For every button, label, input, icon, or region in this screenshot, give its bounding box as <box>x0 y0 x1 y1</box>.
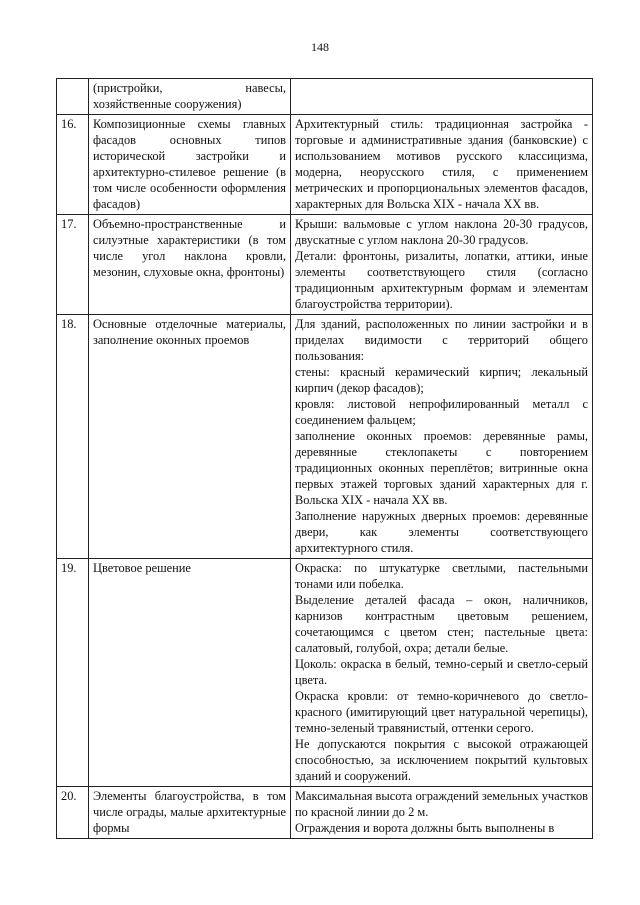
row-number: 19. <box>57 559 89 787</box>
description-paragraph: Не допускаются покрытия с высокой отражающей способностью, за исключением покрытий культовых зданий и сооружений. <box>295 737 588 783</box>
parameter-name: Объемно-пространственные и силуэтные характеристики (в том числе угол наклона кровли, мезонин, слуховые окна, фронтоны) <box>89 215 291 315</box>
description-paragraph: Окраска: по штукатурке светлыми, пастельными тонами или побелка. <box>295 561 588 591</box>
parameter-name: Элементы благоустройства, в том числе ограды, малые архитектурные формы <box>89 787 291 839</box>
description-paragraph: Цоколь: окраска в белый, темно-серый и светло-серый цвета. <box>295 657 588 687</box>
description-paragraph: Выделение деталей фасада – окон, наличников, карнизов контрастным цветовым решением, сочетающимся с цветом стен; пастельные цвета: салатовый, голубой, охра; детали белые. <box>295 593 588 655</box>
description-paragraph: Для зданий, расположенных по линии застройки и в приделах видимости с территорий общего пользования: <box>295 317 588 363</box>
parameter-description <box>291 215 593 315</box>
table-row <box>57 559 593 787</box>
description-paragraph: Ограждения и ворота должны быть выполнены в <box>295 821 555 835</box>
table-row <box>57 215 593 315</box>
description-paragraph: Крыши: вальмовые с углом наклона 20-30 градусов, двускатные с углом наклона 20-30 градусов. <box>295 217 588 247</box>
description-paragraph: Максимальная высота ограждений земельных участков по красной линии до 2 м. <box>295 789 588 819</box>
description-paragraph: стены: красный керамический кирпич; лекальный кирпич (декор фасадов); <box>295 365 588 395</box>
table-row <box>57 787 593 839</box>
row-number: 16. <box>57 115 89 215</box>
description-paragraph: заполнение оконных проемов: деревянные рамы, деревянные стеклопакеты с повторением традиционных оконных переплётов; витринные окна первых этажей торговых зданий характерных для г. Вольска XIX - начала XX вв. <box>295 429 588 507</box>
regulations-table <box>56 78 593 839</box>
description-paragraph: Детали: фронтоны, ризалиты, лопатки, аттики, иные элементы соответствующего стиля (согласно традиционным архитектурным формам и элементам благоустройства территории). <box>295 249 588 311</box>
table-body <box>57 79 593 839</box>
row-number: 20. <box>57 787 89 839</box>
row-number: 18. <box>57 315 89 559</box>
table-row <box>57 115 593 215</box>
description-paragraph: кровля: листовой непрофилированный металл с соединением фальцем; <box>295 397 588 427</box>
page-number: 148 <box>311 40 329 54</box>
parameter-description <box>291 315 593 559</box>
parameter-name: Основные отделочные материалы, заполнение оконных проемов <box>89 315 291 559</box>
parameter-name: Композиционные схемы главных фасадов основных типов исторической застройки и архитектурно-стилевое решение (в том числе особенности оформления фасадов) <box>89 115 291 215</box>
table-row <box>57 79 593 115</box>
parameter-description <box>291 115 593 215</box>
description-paragraph: Заполнение наружных дверных проемов: деревянные двери, как элементы соответствующего архитектурного стиля. <box>295 509 588 555</box>
row-number: 17. <box>57 215 89 315</box>
parameter-name: Цветовое решение <box>89 559 291 787</box>
description-paragraph: Архитектурный стиль: традиционная застройка - торговые и административные здания (банковские) с использованием мотивов русского классицизма, модерна, неорусского стиля, с применением метрических и пропорциональных элементов фасадов, характерных для Вольска XIX - начала XX вв. <box>295 117 588 211</box>
table-row <box>57 315 593 559</box>
parameter-name: (пристройки, навесы, хозяйственные сооружения) <box>89 79 291 115</box>
parameter-description <box>291 79 593 115</box>
row-number <box>57 79 89 115</box>
parameter-description <box>291 787 593 839</box>
description-paragraph: Окраска кровли: от темно-коричневого до светло-красного (имитирующий цвет натуральной черепицы), темно-зеленый травянистый, оттенки серого. <box>295 689 588 735</box>
parameter-description <box>291 559 593 787</box>
